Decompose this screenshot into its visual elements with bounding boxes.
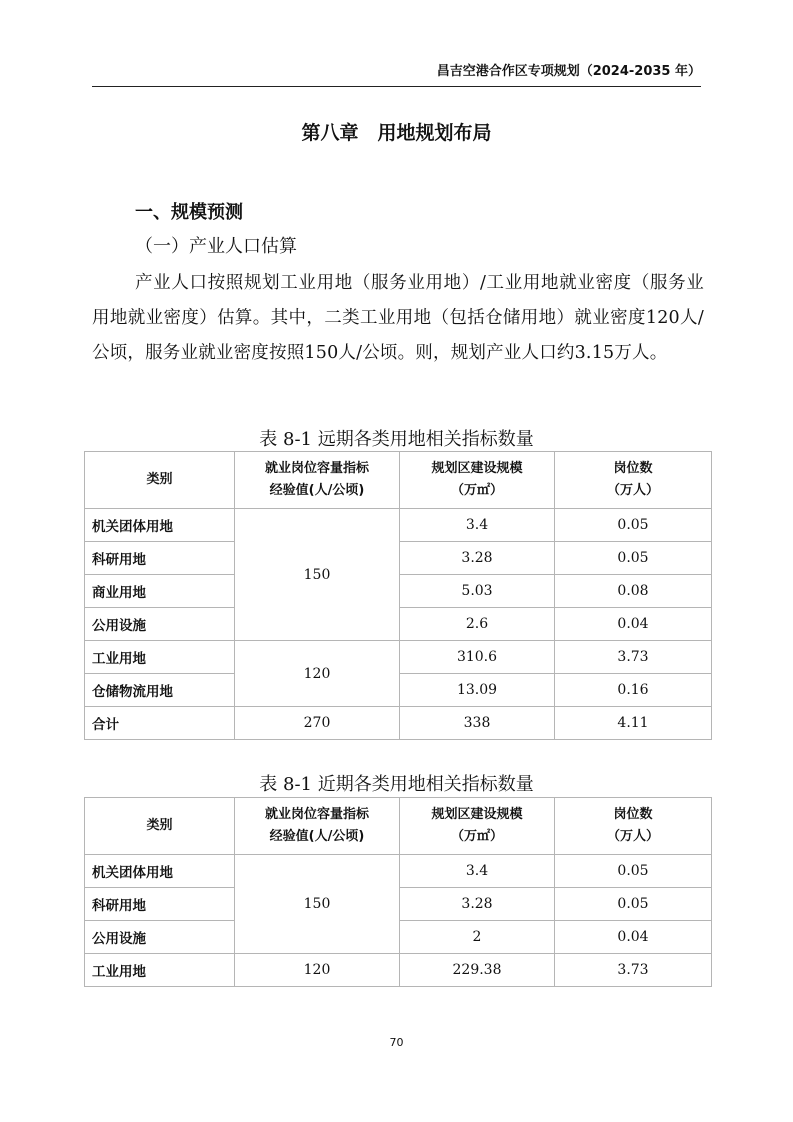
table2-cell-scale: 2 — [400, 921, 555, 954]
section-heading: 一、规模预测 — [135, 202, 243, 223]
table-row-total — [85, 707, 712, 740]
table2-cell-category: 公用设施 — [85, 921, 235, 954]
table2-caption: 表 8-1 近期各类用地相关指标数量 — [259, 774, 534, 795]
table1-cell-scale: 2.6 — [400, 608, 555, 641]
table1-cell-category: 商业用地 — [85, 575, 235, 608]
page-number: 70 — [389, 1036, 404, 1049]
table2 — [84, 797, 712, 987]
table1-cell-jobs: 0.05 — [555, 542, 712, 575]
table1-cell-jobs: 0.04 — [555, 608, 712, 641]
table1 — [84, 451, 712, 740]
table-row — [85, 855, 712, 888]
table1-cell-density-total: 270 — [235, 707, 400, 740]
table1-cell-jobs: 4.11 — [555, 707, 712, 740]
table1-cell-jobs: 0.16 — [555, 674, 712, 707]
table2-cell-category: 科研用地 — [85, 888, 235, 921]
table1-cell-scale: 310.6 — [400, 641, 555, 674]
table2-cell-density-service: 150 — [235, 855, 400, 954]
subsection-heading: （一）产业人口估算 — [135, 236, 297, 257]
table1-cell-scale: 3.4 — [400, 509, 555, 542]
table2-col-category: 类别 — [85, 798, 235, 855]
table2-cell-jobs: 0.05 — [555, 888, 712, 921]
table2-cell-jobs: 0.04 — [555, 921, 712, 954]
table1-cell-scale: 3.28 — [400, 542, 555, 575]
chapter-title: 第八章 用地规划布局 — [301, 122, 492, 144]
table1-cell-density-service: 150 — [235, 509, 400, 641]
table1-cell-category: 仓储物流用地 — [85, 674, 235, 707]
table2-cell-category: 机关团体用地 — [85, 855, 235, 888]
table1-cell-scale: 5.03 — [400, 575, 555, 608]
table2-cell-density-industrial: 120 — [235, 954, 400, 987]
table2-cell-scale: 229.38 — [400, 954, 555, 987]
table-row — [85, 954, 712, 987]
table1-cell-density-industrial: 120 — [235, 641, 400, 707]
table1-col-density: 就业岗位容量指标 经验值(人/公顷) — [235, 452, 400, 509]
table1-caption: 表 8-1 远期各类用地相关指标数量 — [259, 429, 534, 450]
table2-col-jobs: 岗位数 （万人） — [555, 798, 712, 855]
running-header — [92, 62, 701, 87]
table2-header-row — [85, 798, 712, 855]
table1-cell-category: 机关团体用地 — [85, 509, 235, 542]
table1-col-jobs: 岗位数 （万人） — [555, 452, 712, 509]
table2-cell-jobs: 0.05 — [555, 855, 712, 888]
running-header-title: 昌吉空港合作区专项规划（2024-2035 年） — [436, 64, 701, 79]
table1-cell-category: 公用设施 — [85, 608, 235, 641]
table1-cell-scale: 338 — [400, 707, 555, 740]
table2-col-density: 就业岗位容量指标 经验值(人/公顷) — [235, 798, 400, 855]
table-row — [85, 641, 712, 674]
table1-cell-category: 合计 — [85, 707, 235, 740]
table1-cell-scale: 13.09 — [400, 674, 555, 707]
table1-cell-jobs: 3.73 — [555, 641, 712, 674]
table1-cell-category: 科研用地 — [85, 542, 235, 575]
body-paragraph: 产业人口按照规划工业用地（服务业用地）/工业用地就业密度（服务业用地就业密度）估算。其中，二类工业用地（包括仓储用地）就业密度120人/公顷，服务业就业密度按照150人/公顷。则，规划产业人口约3.15万人。 — [92, 273, 704, 363]
table1-cell-jobs: 0.05 — [555, 509, 712, 542]
table1-col-scale: 规划区建设规模 （万㎡） — [400, 452, 555, 509]
table2-col-scale: 规划区建设规模 （万㎡） — [400, 798, 555, 855]
table1-cell-jobs: 0.08 — [555, 575, 712, 608]
table1-col-category: 类别 — [85, 452, 235, 509]
table2-cell-jobs: 3.73 — [555, 954, 712, 987]
table2-cell-scale: 3.28 — [400, 888, 555, 921]
table2-cell-scale: 3.4 — [400, 855, 555, 888]
table1-cell-category: 工业用地 — [85, 641, 235, 674]
table2-cell-category: 工业用地 — [85, 954, 235, 987]
table-row — [85, 509, 712, 542]
table1-header-row — [85, 452, 712, 509]
